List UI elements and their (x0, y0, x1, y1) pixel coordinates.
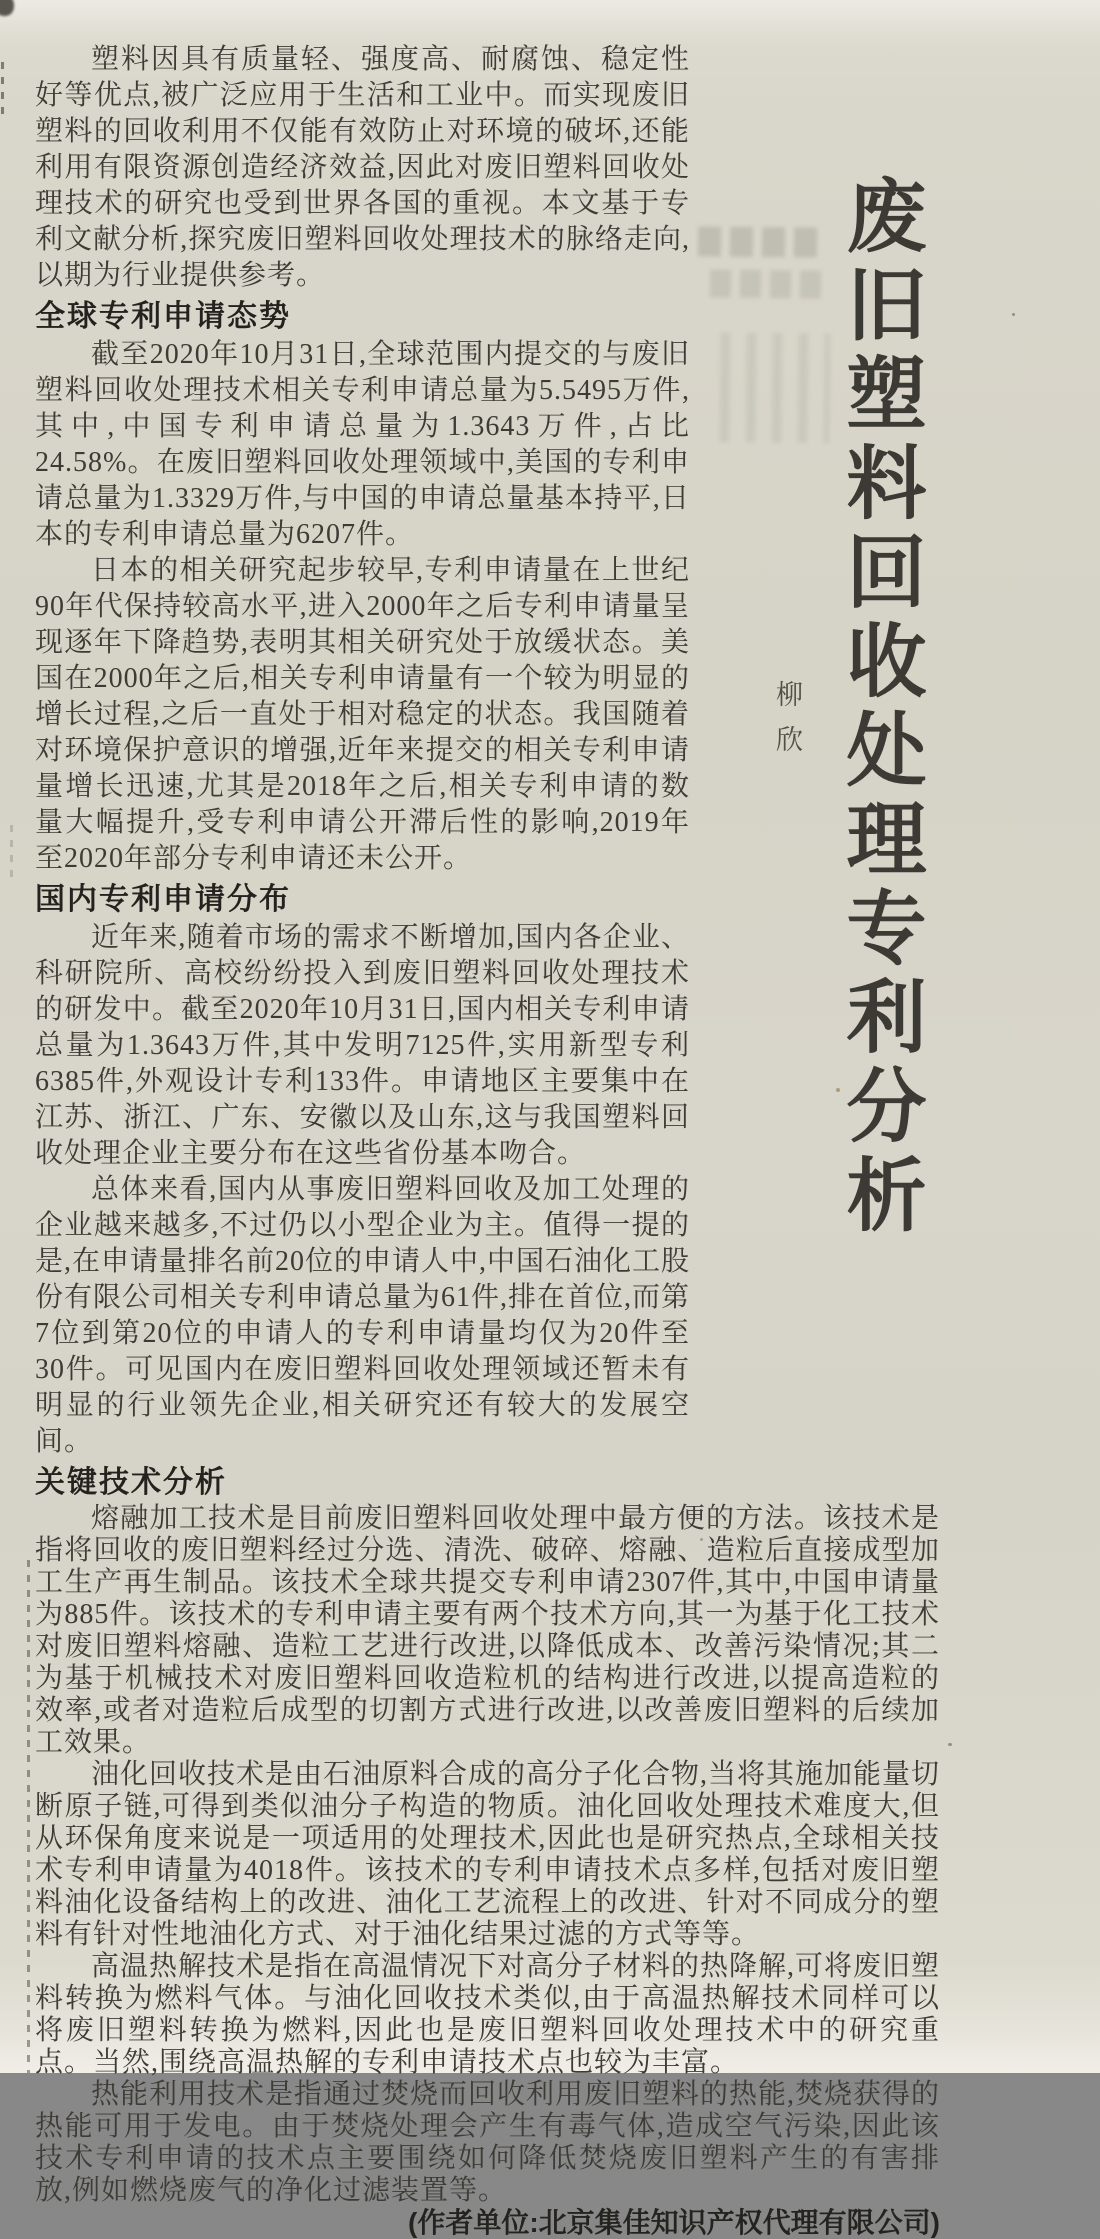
paragraph: 油化回收技术是由石油原料合成的高分子化合物,当将其施加能量切断原子链,可得到类似油分子构造的物质。油化回收处理技术难度大,但从环保角度来说是一项适用的处理技术,因此也是研究热点,全球相关技术专利申请量为4018件。该技术的专利申请技术点多样,包括对废旧塑料油化设备结构上的改进、油化工艺流程上的改进、针对不同成分的塑料有针对性地油化方式、对于油化结果过滤的方式等等。 (35, 1759, 941, 1950)
ink-bleed-through-ghost (698, 226, 826, 257)
paragraph: 熔融加工技术是目前废旧塑料回收处理中最方便的方法。该技术是指将回收的废旧塑料经过分选、清洗、破碎、熔融、造粒后直接成型加工生产再生制品。该技术全球共提交专利申请2307件,其中,中国申请量为885件。该技术的专利申请主要有两个技术方向,其一为基于化工技术对废旧塑料熔融、造粒工艺进行改进,以降低成本、改善污染情况;其二为基于机械技术对废旧塑料回收造粒机的结构进行改进,以提高造粒的效率,或者对造粒后成型的切割方式进行改进,以改善废旧塑料的后续加工效果。 (35, 1503, 940, 1758)
ink-bleed-through-ghost (719, 332, 830, 443)
paragraph: 近年来,随着市场的需求不断增加,国内各企业、科研院所、高校纷纷投入到废旧塑料回收处理技术的研发中。截至2020年10月31日,国内相关专利申请总量为1.3643万件,其中发明7125件,实用新型专利6385件,外观设计专利133件。申请地区主要集中在江苏、浙江、广东、安徽以及山东,这与我国塑料回收处理企业主要分布在这些省份基本吻合。 (35, 922, 690, 1169)
closing-paragraph (35, 2079, 941, 2238)
page-edge-dashes-bottom (27, 1560, 30, 2073)
paper-speck (1012, 313, 1015, 316)
article-body (35, 30, 940, 2239)
paper-speck (948, 1743, 952, 1746)
paragraph: 总体来看,国内从事废旧塑料回收及加工处理的企业越来越多,不过仍以小型企业为主。值得一提的是,在申请量排名前20位的申请人中,中国石油化工股份有限公司相关专利申请总量为61件,排在首位,而第7位到第20位的申请人的专利申请量均仅为20件至30件。可见国内在废旧塑料回收处理领域还暂未有明显的行业领先企业,相关研究还有较大的发展空间。 (35, 1174, 691, 1457)
ink-bleed-through-ghost (710, 269, 822, 298)
author-name: 柳欣 (772, 680, 802, 770)
article-title-vertical: 废旧塑料回收处理专利分析 (834, 174, 922, 1242)
page-edge-dashes-middle (10, 825, 13, 880)
paragraph: 截至2020年10月31日,全球范围内提交的与废旧塑料回收处理技术相关专利申请总量为5.5495万件,其中,中国专利申请总量为1.3643万件,占比24.58%。在废旧塑料回收处理领域中,美国的专利申请总量为1.3329万件,与中国的申请总量基本持平,日本的专利申请总量为6207件。 (35, 339, 690, 550)
intro-paragraph: 塑料因具有质量轻、强度高、耐腐蚀、稳定性好等优点,被广泛应用于生活和工业中。而实现废旧塑料的回收利用不仅能有效防止对环境的破坏,还能利用有限资源创造经济效益,因此对废旧塑料回收处理技术的研究也受到世界各国的重视。本文基于专利文献分析,探究废旧塑料回收处理技术的脉络走向,以期为行业提供参考。 (35, 44, 690, 291)
closing-paragraph-text: 热能利用技术是指通过焚烧而回收利用废旧塑料的热能,焚烧获得的热能可用于发电。由于焚烧处理会产生有毒气体,造成空气污染,因此该技术专利申请的技术点主要围绕如何降低焚烧废旧塑料产生的有害排放,例如燃烧废气的净化过滤装置等。 (35, 2079, 941, 2206)
section-heading-key-technology-analysis: 关键技术分析 (35, 1466, 227, 1499)
section-heading-global-patent-trends: 全球专利申请态势 (35, 300, 291, 333)
paragraph: 日本的相关研究起步较早,专利申请量在上世纪90年代保持较高水平,进入2000年之后专利申请量呈现逐年下降趋势,表明其相关研究处于放缓状态。美国在2000年之后,相关专利申请量有一个较为明显的增长过程,之后一直处于相对稳定的状态。我国随着对环境保护意识的增强,近年来提交的相关专利申请量增长迅速,尤其是2018年之后,相关专利申请的数量大幅提升,受专利申请公开滞后性的影响,2019年至2020年部分专利申请还未公开。 (35, 555, 690, 874)
author-affiliation: (作者单位:北京集佳知识产权代理有限公司) (408, 2207, 940, 2238)
paragraph: 高温热解技术是指在高温情况下对高分子材料的热降解,可将废旧塑料转换为燃料气体。与油化回收技术类似,由于高温热解技术同样可以将废旧塑料转换为燃料,因此也是废旧塑料回收处理技术中的研究重点。当然,围绕高温热解的专利申请技术点也较为丰富。 (35, 1951, 941, 2078)
masthead-block (690, 42, 940, 1412)
page-edge-dashes-top (1, 62, 4, 122)
scan-smudge-top-left (0, 0, 14, 16)
section-heading-domestic-patent-distribution: 国内专利申请分布 (35, 883, 291, 916)
